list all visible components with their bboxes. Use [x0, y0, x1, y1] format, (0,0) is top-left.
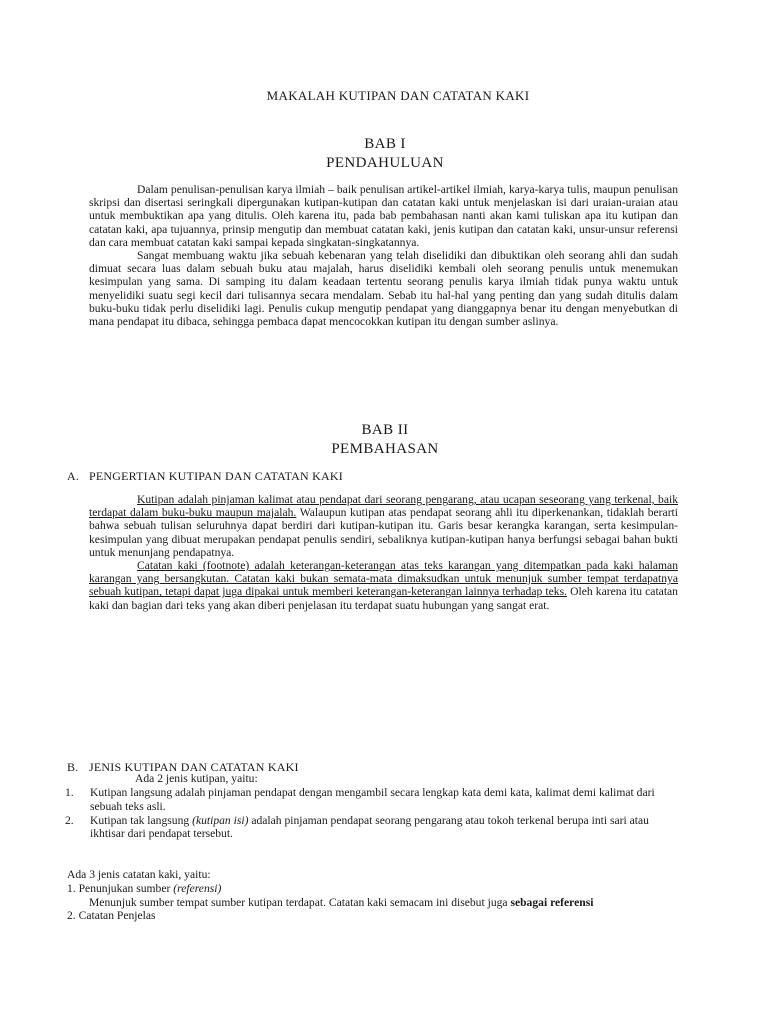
intro-paragraph-2: Sangat membuang waktu jika sebuah kebenaran yang telah diselidiki dan dibuktikan oleh seorang ahli dan sudah dimuat secara luas dalam sebuah buku atau majalah, harus diselidiki kembali oleh seorang penulis untuk menemukan kesimpulan yang sama. Di samping itu dalam keadaan tertentu seorang penulis karya ilmiah tidak punya waktu untuk menyelidiki suatu segi kecil dari tulisannya secara mendalam. Sebab itu hal-hal yang penting dan yang sudah ditulis dalam buku-buku tidak perlu diselidiki lagi. Penulis cukup mengutip pendapat yang dianggapnya benar itu dengan menyebutkan di mana pendapat itu dibaca, sehingga pembaca dapat mencocokkan kutipan itu dengan sumber aslinya.: [89, 249, 678, 329]
list-item-text: Kutipan tak langsung: [90, 813, 193, 827]
section-a-heading: [67, 469, 343, 484]
list-item-number: 1.: [65, 786, 74, 799]
kutipan-types-list: [65, 786, 685, 841]
chapter-1-label: BAB I: [364, 136, 406, 152]
section-a-title: PENGERTIAN KUTIPAN DAN CATATAN KAKI: [89, 469, 343, 483]
catatan-kaki-definition-paragraph: [89, 559, 678, 612]
list-item: [65, 814, 685, 842]
catatan-type-1-label: 1. Penunjukan sumber: [67, 881, 174, 895]
chapter-1-name: PENDAHULUAN: [326, 155, 444, 171]
catatan-type-1: [67, 882, 687, 896]
list-item-number: 2.: [65, 813, 74, 827]
kutipan-definition-underlined: Kutipan adalah pinjaman kalimat atau pendapat dari seorang pengarang, atau ucapan seseorang yang terkenal, baik terdapat dalam buku-buku maupun majalah.: [89, 493, 678, 520]
section-a-text: [89, 493, 678, 612]
catatan-type-2: 2. Catatan Penjelas: [67, 909, 156, 923]
document-title: MAKALAH KUTIPAN DAN CATATAN KAKI: [266, 88, 530, 103]
list-item: [65, 786, 685, 814]
catatan-kaki-definition-rest: Oleh karena itu catatan kaki dan bagian dari teks yang akan diberi penjelasan itu terdapat suatu hubungan yang sangat erat.: [89, 585, 678, 612]
catatan-kaki-definition-underlined: Catatan kaki (footnote) adalah keterangan-keterangan atas teks karangan yang ditempatkan pada kaki halaman karangan yang bersangkutan. Catatan kaki bukan semata-mata dimaksudkan untuk menunjuk sumber tempat terdapatnya sebuah kutipan, tetapi dapat juga dipakai untuk memberi keterangan-keterangan lainnya terhadap teks.: [89, 559, 678, 599]
chapter-2-name: PEMBAHASAN: [331, 441, 439, 457]
chapter-1-heading: [0, 135, 768, 173]
section-b-title: JENIS KUTIPAN DAN CATATAN KAKI: [89, 760, 299, 774]
introduction-text: [89, 183, 678, 328]
chapter-2-heading: [0, 421, 768, 459]
section-b-letter: B.: [67, 760, 79, 774]
intro-paragraph-1: Dalam penulisan-penulisan karya ilmiah – baik penulisan artikel-artikel ilmiah, karya-karya tulis, maupun penulisan skripsi dan disertasi seringkali dipergunakan kutipan-kutipan dan catatan kaki untuk menjelaskan isi dari uraian-uraian atau untuk membuktikan apa yang ditulis. Oleh karena itu, pada bab pembahasan nanti akan kami tuliskan apa itu kutipan dan catatan kaki, apa tujuannya, prinsip mengutip dan membuat catatan kaki, jenis kutipan dan catatan kaki, unsur-unsur referensi dan cara membuat catatan kaki sampai kepada singkatan-singkatannya.: [89, 183, 678, 249]
catatan-type-1-desc-text: Menunjuk sumber tempat sumber kutipan terdapat. Catatan kaki semacam ini disebut juga: [89, 895, 511, 909]
catatan-type-1-desc-bold: sebagai referensi: [510, 895, 594, 909]
catatan-kaki-types: [67, 868, 687, 923]
list-item-text-rest: adalah pinjaman pendapat seorang pengarang atau tokoh terkenal berupa inti sari atau ikhtisar dari pendapat tersebut.: [90, 813, 649, 841]
catatan-types-intro: Ada 3 jenis catatan kaki, yaitu:: [67, 868, 211, 881]
catatan-type-1-italic: (referensi): [173, 881, 222, 895]
kutipan-types-intro: Ada 2 jenis kutipan, yaitu:: [135, 772, 258, 785]
chapter-2-label: BAB II: [361, 422, 409, 438]
section-a-letter: A.: [67, 469, 80, 483]
kutipan-definition-paragraph: [89, 493, 678, 559]
list-item-text: Kutipan langsung adalah pinjaman pendapat dengan mengambil secara lengkap kata demi kata, kalimat demi kalimat dari sebuah teks asli.: [90, 786, 655, 813]
catatan-type-1-description: [67, 896, 687, 910]
kutipan-definition-rest: Walaupun kutipan atas pendapat seorang ahli itu diperkenankan, tidaklah berarti bahwa sebuah tulisan seluruhnya dapat berdiri dari kutipan-kutipan itu. Garis besar kerangka karangan, serta kesimpulan-kesimpulan yang dibuat merupakan pendapat penulis sendiri, sebaliknya kutipan-kutipan hanya berfungsi sebagai bahan bukti untuk menunjang pendapatnya.: [89, 506, 678, 559]
list-item-italic: (kutipan isi): [192, 813, 249, 827]
